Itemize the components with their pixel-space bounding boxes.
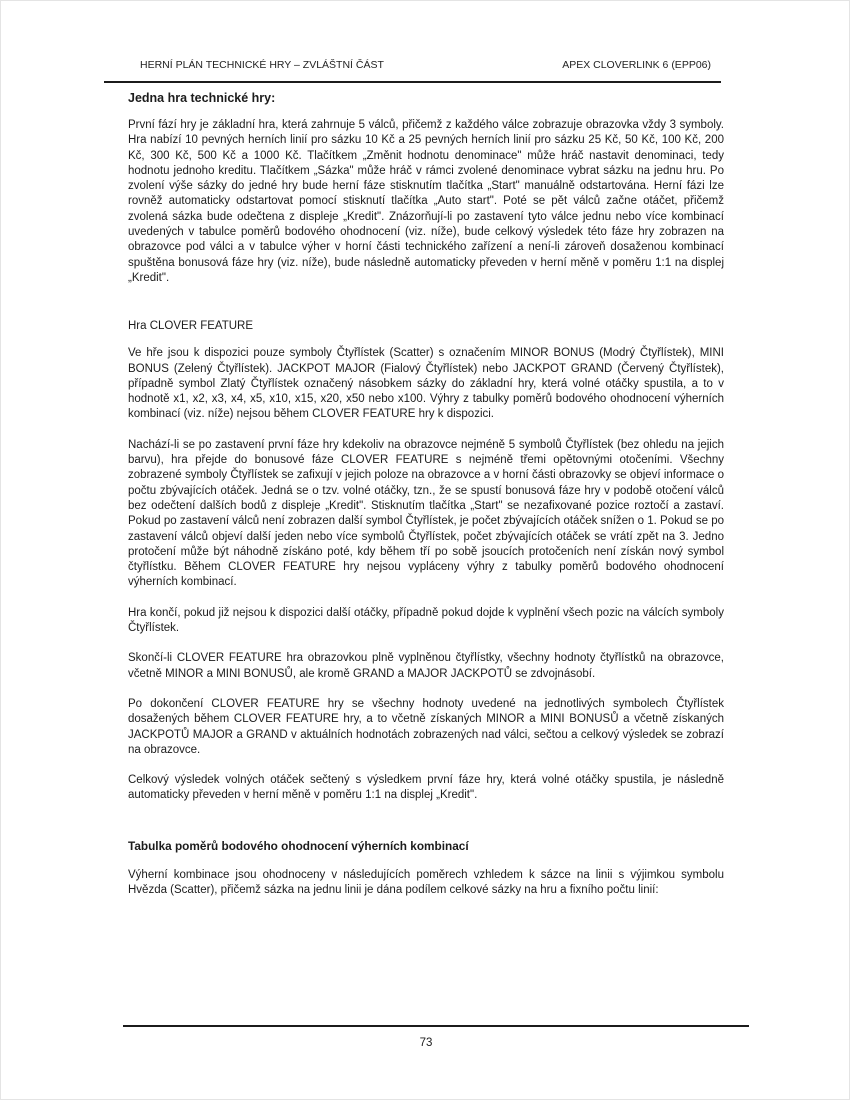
page-number: 73	[419, 1037, 433, 1049]
header-right-title: APEX CLOVERLINK 6 (EPP06)	[562, 59, 711, 71]
paragraph-game-end: Hra končí, pokud již nejsou k dispozici další otáčky, případně pokud dojde k vyplnění všech pozic na válcích symboly Čtyřlístek.	[128, 606, 724, 635]
main-heading: Jedna hra technické hry:	[128, 91, 276, 105]
paragraph-clover-symbols: Ve hře jsou k dispozici pouze symboly Čtyřlístek (Scatter) s označením MINOR BONUS (Modrý Čtyřlístek), MINI BONUS (Zelený Čtyřlístek). JACKPOT MAJOR (Fialový Čtyřlístek) nebo JACKPOT GRAND (Červený Čtyřlístek), případně symbol Zlatý Čtyřlístek označený násobkem sázky do základní hry, která volné otáčky spustila, a to v hodnotě x1, x2, x3, x4, x5, x10, x15, x20, x50 nebo x100. Výhry z tabulky poměrů bodového ohodnocení výherních kombinací (viz. níže) nejsou během CLOVER FEATURE hry k dispozici.	[128, 347, 724, 421]
document-body	[128, 90, 724, 898]
footer-divider	[123, 1025, 749, 1027]
paragraph-full-screen-double: Skončí-li CLOVER FEATURE hra obrazovkou plně vyplněnou čtyřlístky, všechny hodnoty čtyřlístků na obrazovce, včetně MINOR a MINI BONUSŮ, ale kromě GRAND a MAJOR JACKPOTŮ se zdvojnásobí.	[128, 652, 724, 680]
header-divider	[104, 81, 721, 83]
paragraph-first-phase: První fází hry je základní hra, která zahrnuje 5 válců, přičemž z každého válce zobrazuje obrazovka vždy 3 symboly. Hra nabízí 10 pevných herních linií pro sázku 10 Kč a 25 pevných herních linií pro sázku 25 Kč, 50 Kč, 100 Kč, 200 Kč, 300 Kč, 500 Kč a 1000 Kč. Tlačítkem „Změnit hodnotu denominace" může hráč nastavit denominaci, tedy hodnotu jednoho kreditu. Tlačítkem „Sázka" může hráč v rámci zvolené denominace vybrat sázku na jednu hru. Po zvolení výše sázky do jedné hry bude herní fáze stisknutím tlačítka „Start" manuálně odstartována. Herní fázi lze rovněž automaticky odstartovat pomocí stisknutí tlačítka „Auto start". Poté se pět válců začne otáčet, přičemž zvolená sázka bude odečtena z displeje „Kredit". Znázorňují-li po zastavení tyto válce jednu nebo více kombinací uvedených v tabulce poměrů bodového ohodnocení (viz. níže), bude celkový výsledek této fáze hry zobrazen na obrazovce pod válci a v tabulce výher v horní části technického zařízení a není-li zároveň dosaženou kombinací spuštěna bonusová fáze hry (viz. níže), bude následně automaticky převeden v herní měně v poměru 1:1 na displej „Kredit".	[128, 119, 724, 284]
header-left-title: HERNÍ PLÁN TECHNICKÉ HRY – ZVLÁŠTNÍ ČÁST	[140, 59, 384, 71]
paragraph-final-result: Celkový výsledek volných otáček sečtený s výsledkem první fáze hry, která volné otáčky spustila, je následně automaticky převeden v herní měně v poměru 1:1 na displej „Kredit".	[128, 774, 724, 802]
clover-feature-heading: Hra CLOVER FEATURE	[128, 320, 254, 333]
paragraph-totals: Po dokončení CLOVER FEATURE hry se všechny hodnoty uvedené na jednotlivých symbolech Čtyřlístek dosažených během CLOVER FEATURE hry, a to včetně získaných MINOR a MINI BONUSŮ a včetně získaných JACKPOTŮ MAJOR a GRAND v aktuálních hodnotách zobrazených nad válci, sečtou a celkový výsledek se zobrazí na obrazovce.	[128, 697, 724, 756]
paragraph-payout-intro: Výherní kombinace jsou ohodnoceny v následujících poměrech vzhledem k sázce na linii s výjimkou symbolu Hvězda (Scatter), přičemž sázka na jednu linii je dána podílem celkové sázky na hru a fixního počtu linií:	[128, 868, 724, 896]
page-header	[140, 59, 711, 72]
payout-table-heading: Tabulka poměrů bodového ohodnocení výherních kombinací	[128, 838, 469, 853]
paragraph-clover-trigger: Nachází-li se po zastavení první fáze hry kdekoliv na obrazovce nejméně 5 symbolů Čtyřlístek (bez ohledu na jejich barvu), hra přejde do bonusové fáze CLOVER FEATURE s nejméně třemi opětovnými otočeními. Všechny zobrazené symboly Čtyřlístek se zafixují v jejich poloze na obrazovce a v horní části obrazovky se objeví informace o počtu zbývajících otáček. Jedná se o tzv. volné otáčky, tzn., že se spustí bonusová fáze hry v podobě otočení válců bez odečtení dalších bodů z displeje „Kredit". Stisknutím tlačítka „Start" se nezafixované pozice roztočí a zastaví. Pokud po zastavení válců není zobrazen další symbol Čtyřlístek, je počet zbývajících otáček snížen o 1. Pokud se po zastavení válců objeví další jeden nebo více symbolů Čtyřlístek, počet zbývajících otáček se vrátí zpět na 3. Jedno protočení může být náhodně získáno poté, kdy během tří po sobě jsoucích protočeních není získán nový symbol čtyřlístku. Během CLOVER FEATURE hry nejsou vypláceny výhry z tabulky poměrů bodového ohodnocení výherních kombinací.	[128, 438, 724, 589]
